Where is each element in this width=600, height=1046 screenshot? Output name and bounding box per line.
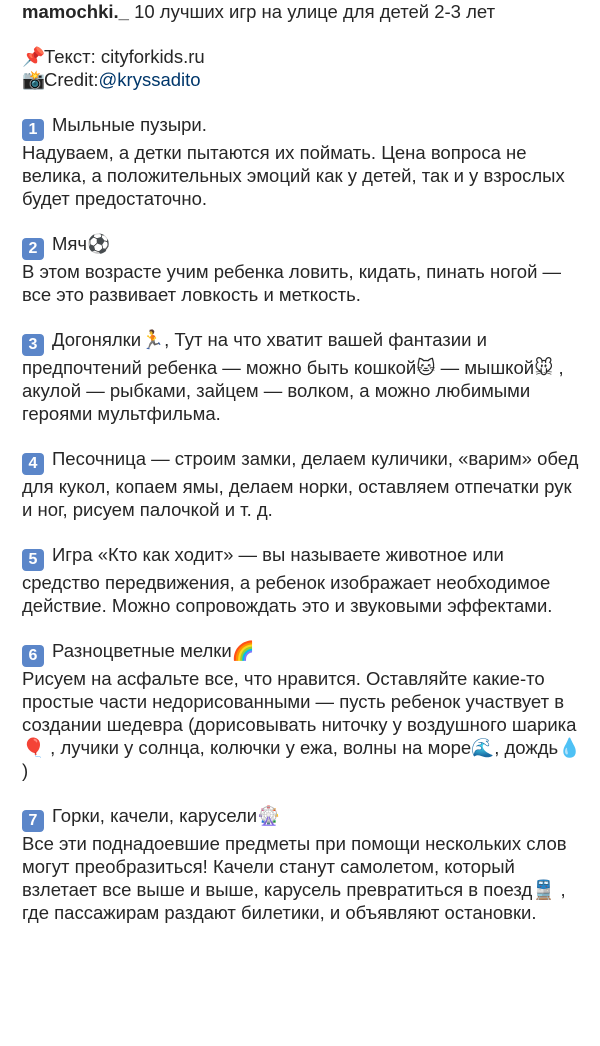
caption-header — [22, 0, 582, 23]
item-title: Мяч⚽ — [52, 233, 111, 254]
item-title: Мыльные пузыри. — [52, 114, 207, 135]
item-body: В этом возрасте учим ребенка ловить, кидать, пинать ногой — все это развивает ловкость и меткость. — [22, 261, 562, 305]
item-body: Все эти поднадоевшие предметы при помощи нескольких слов могут преобразиться! Качели станут самолетом, который взлетает все выше и выше, карусель превратиться в поезд🚆 , где пассажирам раздают билетики, и объявляют остановки. — [22, 833, 567, 923]
credit-handle-link[interactable]: @kryssadito — [98, 69, 201, 90]
list-item — [22, 639, 582, 782]
list-item — [22, 804, 582, 924]
number-badge: 7 — [22, 810, 44, 832]
item-title: Песочница — строим замки, делаем куличики, «варим» обед для кукол, копаем ямы, делаем норки, оставляем отпечатки рук и ног, рисуем палочкой и т. д. — [22, 448, 579, 520]
caption-title: 10 лучших игр на улице для детей 2-3 лет — [134, 1, 496, 22]
item-title: Разноцветные мелки🌈 — [52, 640, 255, 661]
item-title: Догонялки🏃, Тут на что хватит вашей фантазии и предпочтений ребенка — можно быть кошкой🐱 — мышкой🐭 , акулой — рыбками, зайцем — волком, а можно любимыми героями мультфильма. — [22, 329, 564, 424]
number-badge: 5 — [22, 549, 44, 571]
item-title: Игра «Кто как ходит» — вы называете животное или средство передвижения, а ребенок изображает необходимое действие. Можно сопровождать это и звуковыми эффектами. — [22, 544, 553, 616]
item-body: Надуваем, а детки пытаются их поймать. Цена вопроса не велика, а положительных эмоций как у детей, так и у взрослых будет предостаточно. — [22, 142, 565, 209]
number-badge: 4 — [22, 453, 44, 475]
list-item — [22, 232, 582, 306]
camera-icon: 📸 — [22, 69, 46, 90]
source-line — [22, 45, 582, 68]
caption-meta — [22, 45, 582, 91]
list-item — [22, 328, 582, 425]
post-caption — [22, 0, 582, 924]
number-badge: 1 — [22, 119, 44, 141]
list-item — [22, 113, 582, 210]
number-badge: 6 — [22, 645, 44, 667]
username-link[interactable]: mamochki._ — [22, 1, 129, 22]
pushpin-icon: 📌 — [22, 46, 46, 67]
item-title: Горки, качели, карусели🎡 — [52, 805, 281, 826]
number-badge: 3 — [22, 334, 44, 356]
credit-label: Credit: — [44, 69, 99, 90]
list-item — [22, 543, 582, 617]
credit-line — [22, 68, 582, 91]
source-text: Текст: cityforkids.ru — [44, 46, 205, 67]
item-body: Рисуем на асфальте все, что нравится. Оставляйте какие-то простые части недорисованными — пусть ребенок участвует в создании шедевра (дорисовывать ниточку у воздушного шарика🎈 , лучики у солнца, колючки у ежа, волны на море🌊, дождь💧 ) — [22, 668, 582, 781]
number-badge: 2 — [22, 238, 44, 260]
list-item — [22, 447, 582, 521]
